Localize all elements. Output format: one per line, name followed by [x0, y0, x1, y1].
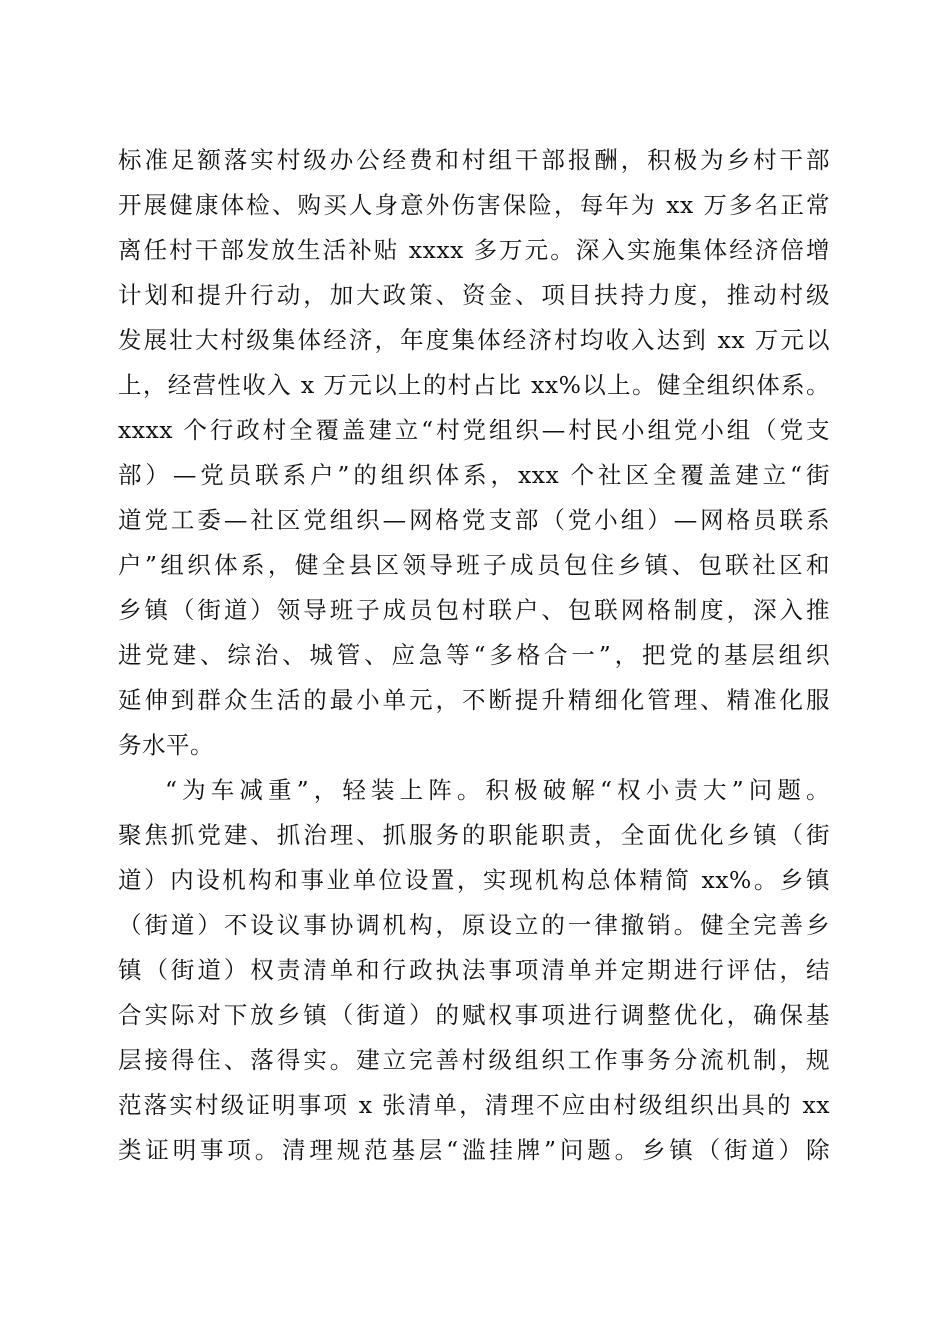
paragraph-2-line: 类证明事项。清理规范基层“滥挂牌”问题。乡镇（街道）除: [118, 1136, 830, 1164]
paragraph-1-line: 标准足额落实村级办公经费和村组干部报酬，积极为乡村干部: [118, 146, 830, 174]
paragraph-2-line: 聚焦抓党建、抓治理、抓服务的职能职责，全面优化乡镇（街: [118, 821, 830, 849]
paragraph-1-line: 部）—党员联系户”的组织体系，xxx 个社区全覆盖建立“街: [118, 461, 830, 489]
paragraph-2-line: 道）内设机构和事业单位设置，实现机构总体精简 xx%。乡镇: [118, 866, 830, 894]
paragraph-2-line: 合实际对下放乡镇（街道）的赋权事项进行调整优化，确保基: [118, 1001, 830, 1029]
paragraph-2-first-line: “为车减重”，轻装上阵。积极破解“权小责大”问题。: [165, 776, 830, 804]
paragraph-1-line: 离任村干部发放生活补贴 xxxx 多万元。深入实施集体经济倍增: [118, 236, 830, 264]
paragraph-1-line: 开展健康体检、购买人身意外伤害保险，每年为 xx 万多名正常: [118, 191, 830, 219]
paragraph-1-last-line: 务水平。: [118, 731, 214, 759]
paragraph-1-line: 发展壮大村级集体经济，年度集体经济村均收入达到 xx 万元以: [118, 326, 830, 354]
paragraph-1-line: 乡镇（街道）领导班子成员包村联户、包联网格制度，深入推: [118, 596, 830, 624]
paragraph-1-line: 道党工委—社区党组织—网格党支部（党小组）—网格员联系: [118, 506, 830, 534]
paragraph-2-line: 层接得住、落得实。建立完善村级组织工作事务分流机制，规: [118, 1046, 830, 1074]
paragraph-2-line: 范落实村级证明事项 x 张清单，清理不应由村级组织出具的 xx: [118, 1091, 830, 1119]
paragraph-1-line: 计划和提升行动，加大政策、资金、项目扶持力度，推动村级: [118, 281, 830, 309]
document-body: [118, 138, 830, 1173]
paragraph-2-line: 镇（街道）权责清单和行政执法事项清单并定期进行评估，结: [118, 956, 830, 984]
paragraph-1-line: xxxx 个行政村全覆盖建立“村党组织—村民小组党小组（党支: [118, 416, 830, 444]
paragraph-1-line: 延伸到群众生活的最小单元，不断提升精细化管理、精准化服: [118, 686, 830, 714]
paragraph-1-line: 上，经营性收入 x 万元以上的村占比 xx%以上。健全组织体系。: [118, 371, 830, 399]
paragraph-2-line: （街道）不设议事协调机构，原设立的一律撤销。健全完善乡: [118, 911, 830, 939]
paragraph-1-line: 户”组织体系，健全县区领导班子成员包住乡镇、包联社区和: [118, 551, 830, 579]
paragraph-1-line: 进党建、综治、城管、应急等“多格合一”，把党的基层组织: [118, 641, 830, 669]
